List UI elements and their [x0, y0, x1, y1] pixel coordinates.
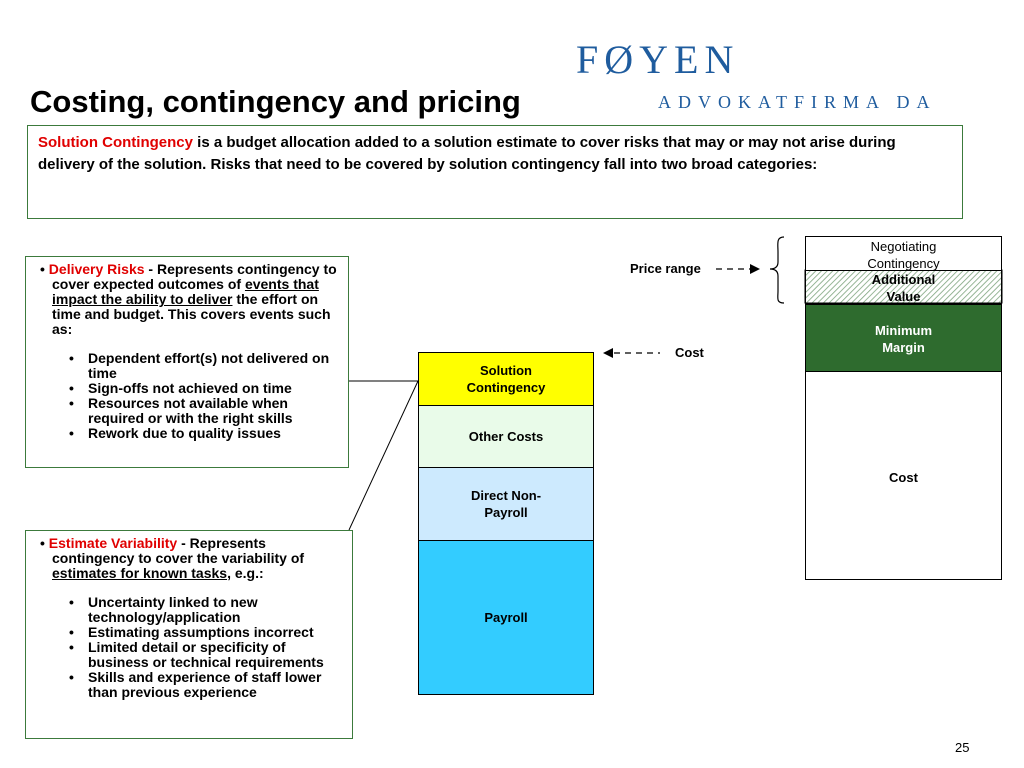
- list-item: • Uncertainty linked to new technology/application: [88, 595, 346, 625]
- price-cost-block: Cost: [805, 371, 1002, 580]
- delivery-risks-lead: • Delivery Risks - Represents contingency to cover expected outcomes of events that impact the ability to deliver the effort on time and budget. This covers events such as:: [40, 261, 337, 337]
- minimum-margin-block: Minimum Margin: [805, 304, 1002, 372]
- intro-text: is a budget allocation added to a solution estimate to cover risks that may or may not arise during delivery of the solution. Risks that need to be covered by solution contingency fall into two broad categories:: [38, 134, 896, 173]
- list-item: • Resources not available when required or with the right skills: [88, 396, 342, 426]
- list-item: • Rework due to quality issues: [88, 426, 342, 441]
- estimate-variability-box: [25, 530, 353, 739]
- delivery-risks-heading: Delivery Risks: [48, 261, 145, 277]
- list-item: • Estimating assumptions incorrect: [88, 625, 346, 640]
- list-item: • Sign-offs not achieved on time: [88, 381, 342, 396]
- delivery-risks-list: [34, 351, 342, 441]
- price-range-arrow-head: [750, 264, 760, 274]
- additional-value-block: Additional Value: [805, 270, 1002, 304]
- price-range-label: Price range: [630, 261, 701, 276]
- slide-title: Costing, contingency and pricing: [30, 84, 521, 119]
- company-tagline: ADVOKATFIRMA DA: [658, 92, 937, 112]
- direct-non-payroll-block: Direct Non-Payroll: [418, 467, 594, 541]
- intro-term: Solution Contingency: [38, 134, 193, 151]
- list-item: • Limited detail or specificity of business or technical requirements: [88, 640, 346, 670]
- cost-label: Cost: [675, 345, 704, 360]
- other-costs-block: Other Costs: [418, 405, 594, 468]
- estimate-variability-list: [34, 595, 346, 700]
- negotiating-contingency-block: Negotiating Contingency: [805, 236, 1002, 271]
- delivery-risks-box: [25, 256, 349, 468]
- list-item: • Skills and experience of staff lower than previous experience: [88, 670, 346, 700]
- price-range-brace: [770, 237, 784, 303]
- estimate-variability-heading: Estimate Variability: [48, 535, 178, 551]
- estimate-variability-lead: • Estimate Variability - Represents contingency to cover the variability of estimates for known tasks, e.g.:: [40, 535, 305, 581]
- page-number: 25: [955, 740, 970, 755]
- list-item: • Dependent effort(s) not delivered on time: [88, 351, 342, 381]
- company-logo: FØYEN: [576, 37, 740, 82]
- cost-arrow-head: [603, 348, 613, 358]
- payroll-block: Payroll: [418, 540, 594, 695]
- solution-contingency-block: Solution Contingency: [418, 352, 594, 406]
- connector-estimate: [349, 381, 418, 530]
